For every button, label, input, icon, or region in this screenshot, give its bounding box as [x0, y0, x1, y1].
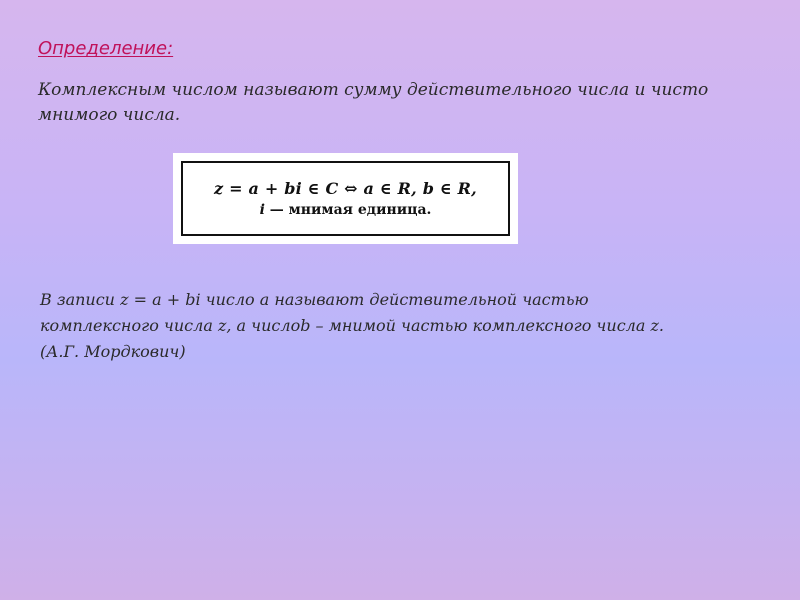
- formula-line-2: [260, 200, 432, 220]
- formula-image: [173, 153, 518, 244]
- definition-text: Комплексным числом называют сумму действительного числа и чисто мнимого числа.: [38, 80, 709, 125]
- explanation-text: В записи z = a + bi число a называют действительной частью комплексного числа z, a числоb – мнимой частью комплексного числа z. (А.Г. Мордкович): [40, 290, 664, 361]
- imaginary-unit-text: — мнимая единица.: [264, 201, 432, 218]
- formula-line-1: z = a + bi ∈ C ⇔ a ∈ R, b ∈ R,: [214, 178, 477, 198]
- formula-frame: [181, 161, 510, 236]
- definition-heading: Определение:: [38, 38, 174, 59]
- imaginary-unit-symbol: i: [259, 201, 265, 218]
